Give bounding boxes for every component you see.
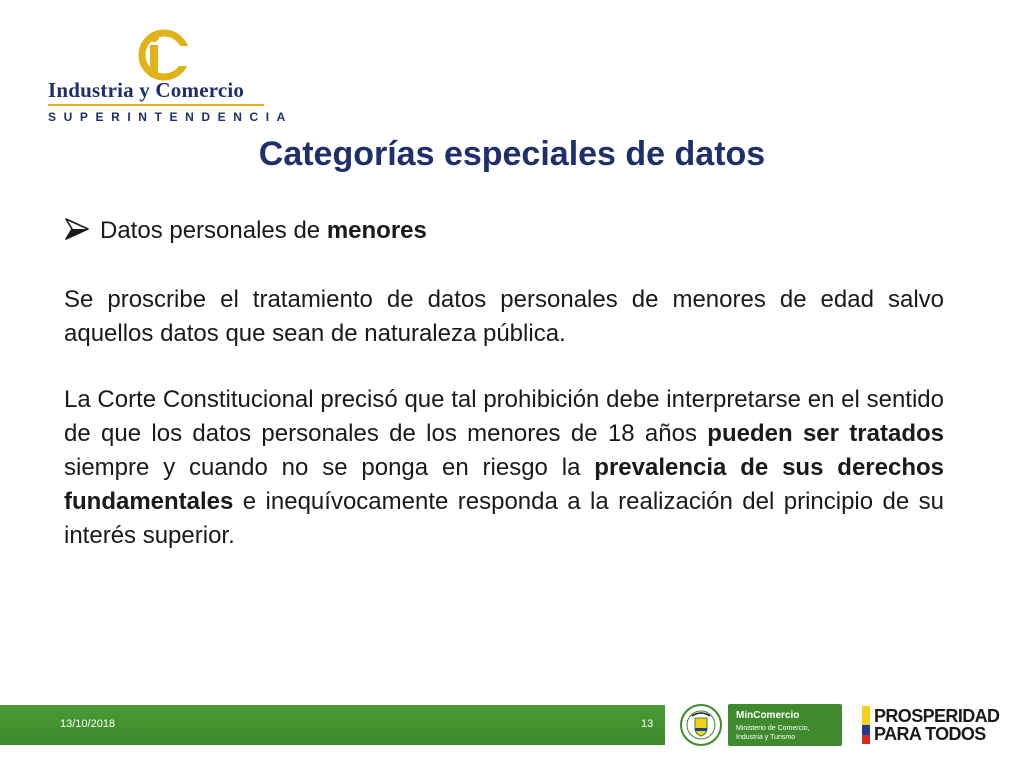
sic-ic-monogram-icon [134, 28, 190, 84]
logo-name: Industria y Comercio [48, 78, 245, 102]
colombia-coat-of-arms-icon [680, 704, 722, 746]
logo-subtitle: SUPERINTENDENCIA [48, 110, 293, 124]
bullet-text: Datos personales de [100, 217, 327, 244]
sic-logo [48, 28, 293, 128]
flag-red-stripe [862, 735, 870, 744]
paragraph2-bold2: prevalencia de sus derechos fundamentales [64, 454, 944, 515]
footer-date: 13/10/2018 [60, 718, 116, 730]
slide-title: Categorías especiales de datos [258, 135, 766, 173]
colombia-flag-bar [862, 706, 870, 744]
paragraph-constitutional-court [64, 383, 944, 553]
paragraph2-bold1: pueden ser tratados [707, 420, 944, 447]
bullet-item [64, 215, 427, 247]
slogan-line2: PARA TODOS [874, 724, 986, 744]
logo-divider [48, 104, 264, 106]
bullet-emphasis: menores [326, 217, 427, 244]
page-number: 13 [641, 718, 654, 730]
paragraph2-part2: siempre y cuando no se ponga en riesgo la [64, 454, 595, 481]
ministry-subtitle: Ministerio de Comercio, Industria y Turismo [736, 725, 810, 741]
ministry-name: MinComercio [736, 710, 800, 721]
prosperidad-para-todos-logo [874, 707, 999, 743]
arrow-bullet-icon [64, 217, 90, 241]
slogan-line1: PROSPERIDAD [874, 706, 1000, 726]
mincomercio-logo [728, 704, 842, 746]
paragraph2-part3: e inequívocamente responda a la realización del principio de su interés superior. [64, 488, 944, 549]
flag-yellow-stripe [862, 706, 870, 725]
paragraph-minors-prohibition: Se proscribe el tratamiento de datos personales de menores de edad salvo aquellos datos que sean de naturaleza pública. [64, 286, 944, 347]
flag-blue-stripe [862, 725, 870, 735]
paragraph2-part1: La Corte Constitucional precisó que tal prohibición debe interpretarse en el sentido de que los datos personales de los menores de 18 años [64, 386, 944, 447]
